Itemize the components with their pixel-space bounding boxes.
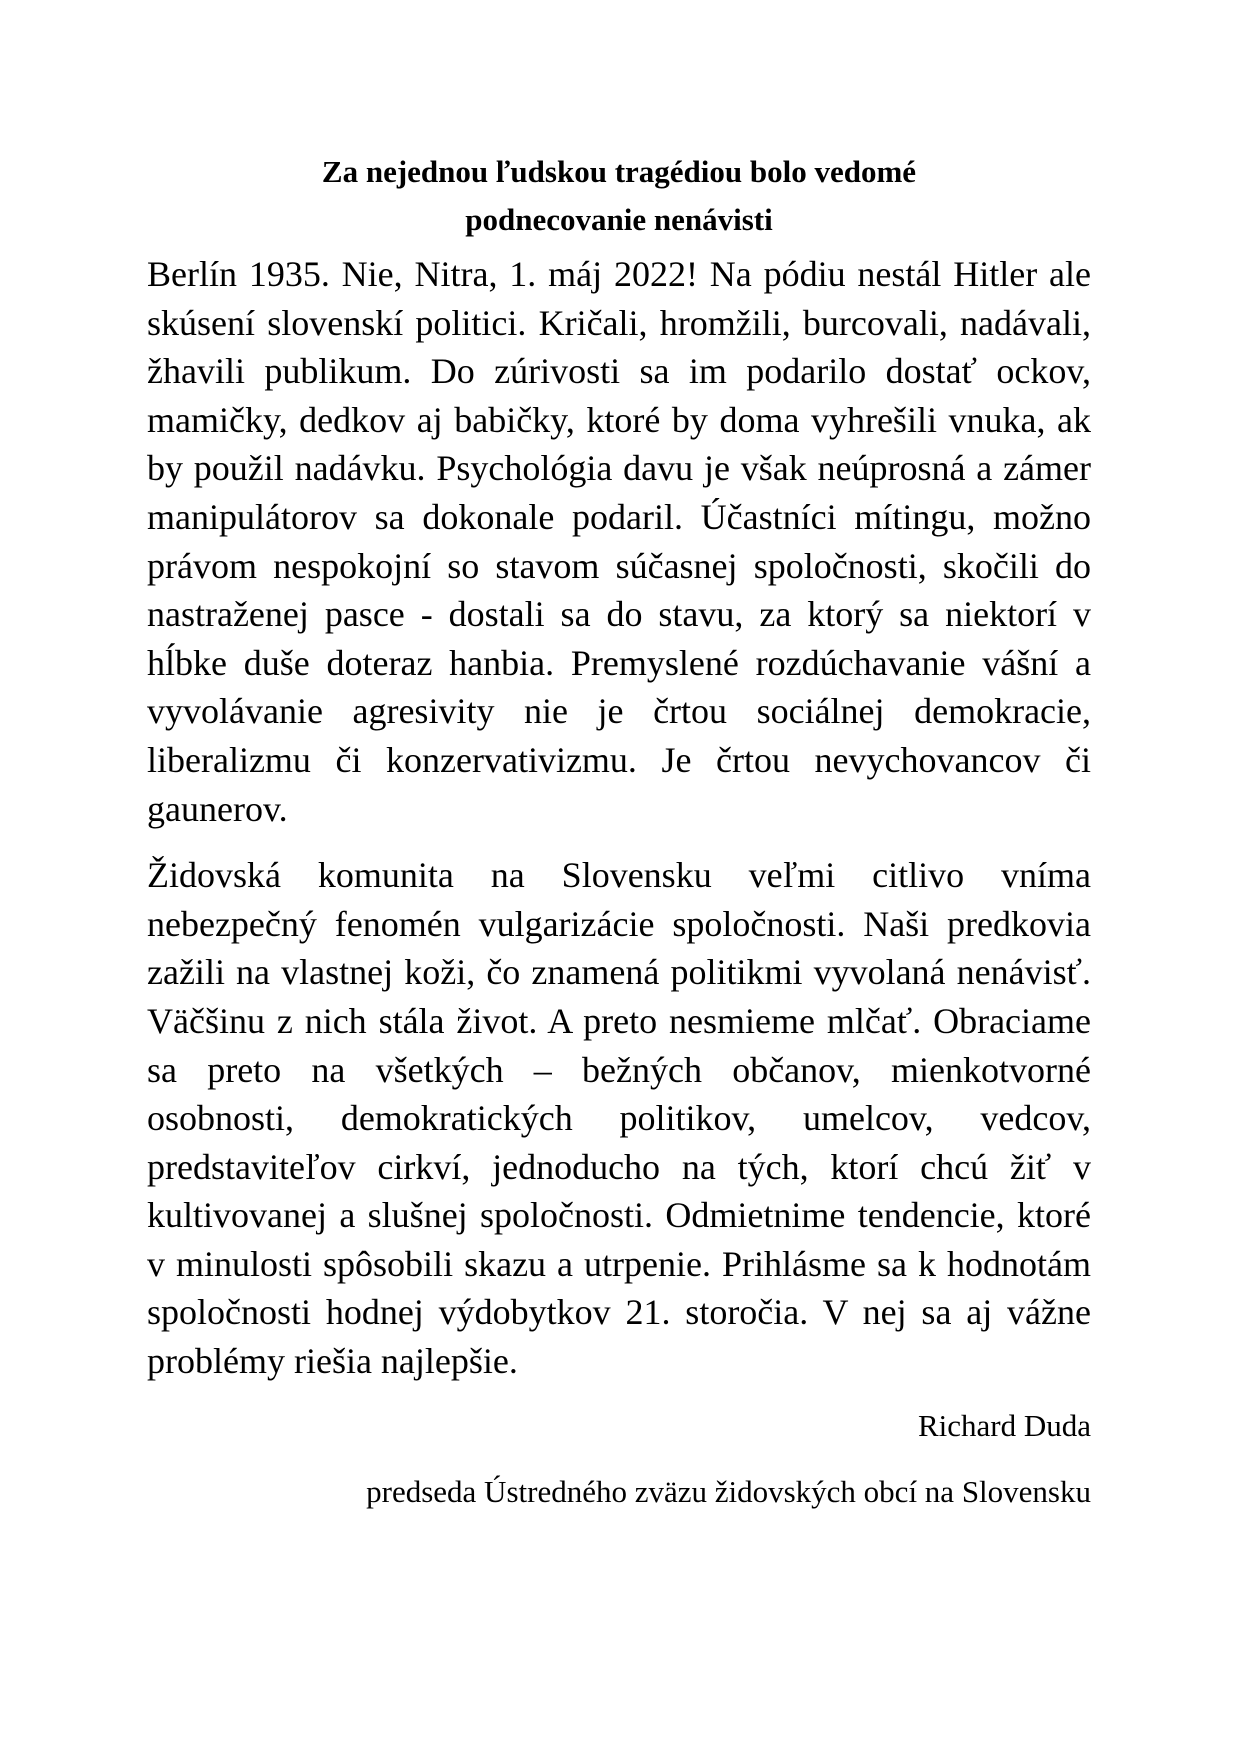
signature-role: predseda Ústredného zväzu židovských obcí na Slovensku [366,1473,1091,1509]
title-line-1: Za nejednou ľudskou tragédiou bolo vedomé [321,154,917,189]
document-content [147,148,1091,1516]
paragraph-2: Židovská komunita na Slovensku veľmi citlivo vníma nebezpečný fenomén vulgarizácie spoločnosti. Naši predkovia zažili na vlastnej koži, čo znamená politikmi vyvolaná nenávisť. Väčšinu z nich stála život. A preto nesmieme mlčať. Obraciame sa preto na všetkých – bežných občanov, mienkotvorné osobnosti, demokratických politikov, umelcov, vedcov, predstaviteľov cirkví, jednoducho na tých, ktorí chcú žiť v kultivovanej a slušnej spoločnosti. Odmietnime tendencie, ktoré v minulosti spôsobili skazu a utrpenie. Prihlásme sa k hodnotám spoločnosti hodnej výdobytkov 21. storočia. V nej sa aj vážne problémy riešia najlepšie. [147,855,1091,1382]
title-line-2: podnecovanie nenávisti [465,202,773,237]
document-title [147,148,1091,244]
paragraph-1: Berlín 1935. Nie, Nitra, 1. máj 2022! Na pódiu nestál Hitler ale skúsení slovenskí politici. Kričali, hromžili, burcovali, nadávali, žhavili publikum. Do zúrivosti sa im podarilo dostať ockov, mamičky, dedkov aj babičky, ktoré by doma vyhrešili vnuka, ak by použil nadávku. Psychológia davu je však neúprosná a zámer manipulátorov sa dokonale podaril. Účastníci mítingu, možno právom nespokojní so stavom súčasnej spoločnosti, skočili do nastraženej pasce - dostali sa do stavu, za ktorý sa niektorí v hĺbke duše doteraz hanbia. Premyslené rozdúchavanie vášní a vyvolávanie agresivity nie je črtou sociálnej demokracie, liberalizmu či konzervativizmu. Je črtou nevychovancov či gaunerov. [147,254,1091,829]
signature-name: Richard Duda [917,1407,1091,1443]
